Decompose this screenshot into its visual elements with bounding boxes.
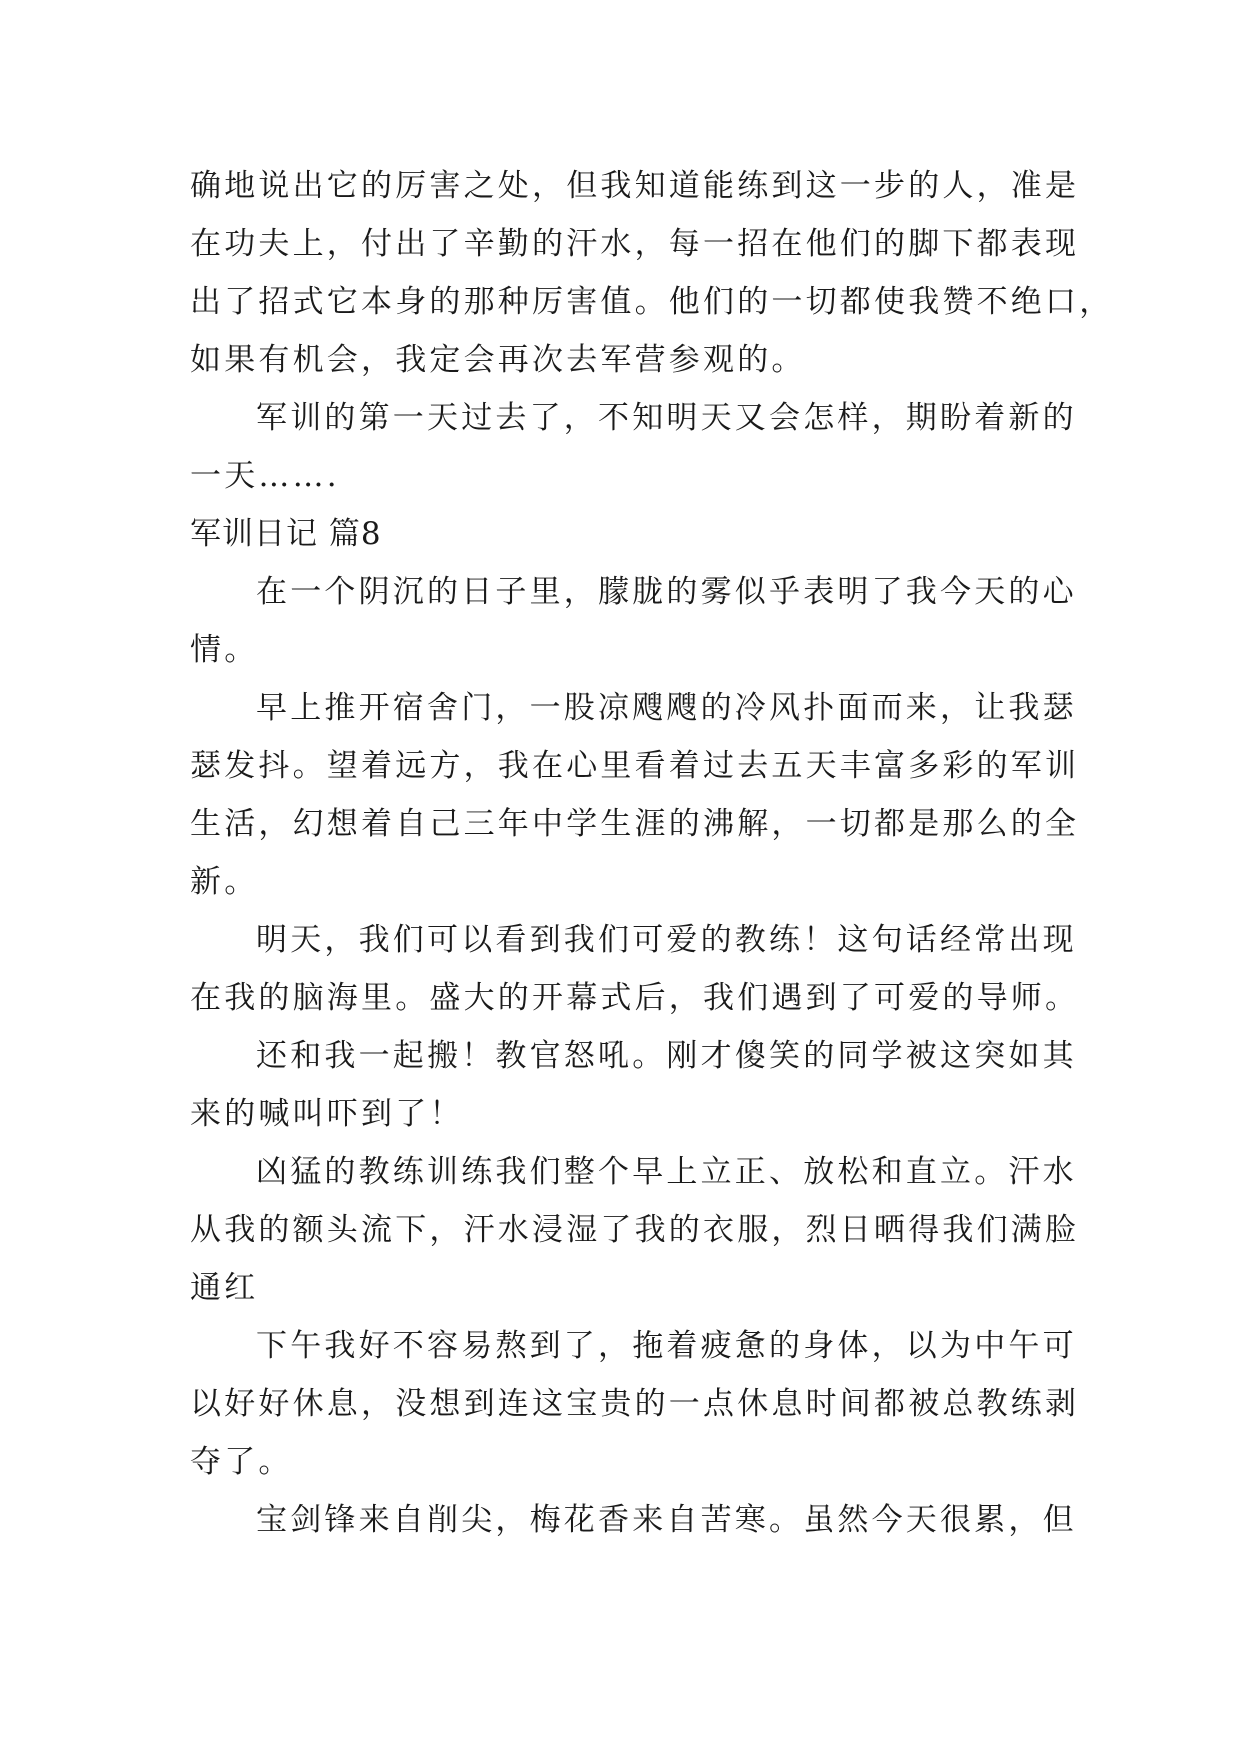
text-line: 从我的额头流下，汗水浸湿了我的衣服，烈日晒得我们满脸: [190, 1212, 1080, 1248]
text-line: 在我的脑海里。盛大的开幕式后，我们遇到了可爱的导师。: [190, 980, 1080, 1016]
paragraph-first-line: 明天，我们可以看到我们可爱的教练！这句话经常出现: [256, 922, 1077, 958]
text-line: 在功夫上，付出了辛勤的汗水，每一招在他们的脚下都表现: [190, 226, 1080, 262]
text-line: 通红: [190, 1270, 259, 1306]
section-heading: 军训日记 篇8: [190, 516, 382, 552]
paragraph-first-line: 在一个阴沉的日子里，朦胧的雾似乎表明了我今天的心: [256, 574, 1077, 610]
text-line: 瑟发抖。望着远方，我在心里看着过去五天丰富多彩的军训: [190, 748, 1080, 784]
text-line: 来的喊叫吓到了！: [190, 1096, 464, 1132]
paragraph-first-line: 宝剑锋来自削尖，梅花香来自苦寒。虽然今天很累，但: [256, 1502, 1077, 1538]
text-line: 夺了。: [190, 1444, 293, 1480]
text-line: 以好好休息，没想到连这宝贵的一点休息时间都被总教练剥: [190, 1386, 1080, 1422]
text-line: 出了招式它本身的那种厉害值。他们的一切都使我赞不绝口，: [190, 284, 1114, 320]
paragraph-first-line: 军训的第一天过去了，不知明天又会怎样，期盼着新的: [256, 400, 1077, 436]
text-line: 生活，幻想着自己三年中学生涯的沸解，一切都是那么的全: [190, 806, 1080, 842]
paragraph-first-line: 下午我好不容易熬到了，拖着疲惫的身体，以为中午可: [256, 1328, 1077, 1364]
text-line: 新。: [190, 864, 259, 900]
paragraph-first-line: 早上推开宿舍门，一股凉飕飕的冷风扑面而来，让我瑟: [256, 690, 1077, 726]
paragraph-first-line: 凶猛的教练训练我们整个早上立正、放松和直立。汗水: [256, 1154, 1077, 1190]
text-line: 一天…….: [190, 458, 340, 494]
paragraph-first-line: 还和我一起搬！教官怒吼。刚才傻笑的同学被这突如其: [256, 1038, 1077, 1074]
text-line: 确地说出它的厉害之处，但我知道能练到这一步的人，准是: [190, 168, 1080, 204]
text-line: 情。: [190, 632, 259, 668]
text-line: 如果有机会，我定会再次去军营参观的。: [190, 342, 806, 378]
